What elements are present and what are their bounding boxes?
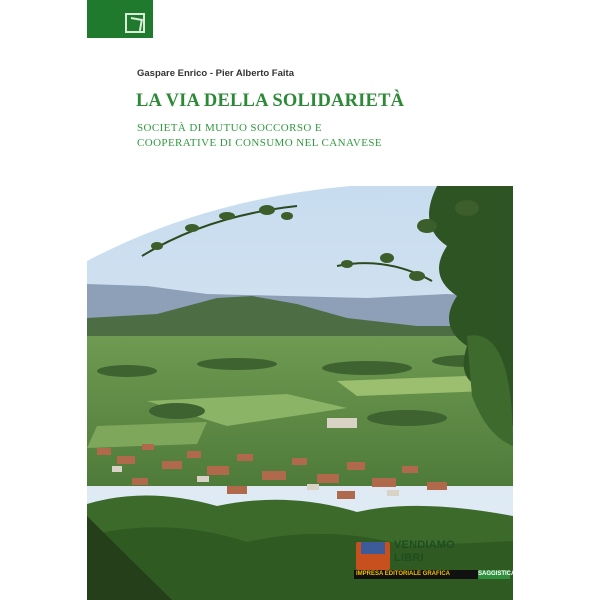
book-title: LA VIA DELLA SOLIDARIETÀ xyxy=(136,91,405,111)
logo-corner-icon xyxy=(125,13,145,33)
book-cover xyxy=(87,0,516,600)
subtitle-line-1: SOCIETÀ DI MUTUO SOCCORSO E xyxy=(137,122,322,134)
book-authors: Gaspare Enrico - Pier Alberto Faita xyxy=(137,68,294,79)
series-label: SAGGISTICA xyxy=(478,571,516,577)
subtitle-line-2: COOPERATIVE DI CONSUMO NEL CANAVESE xyxy=(137,137,383,149)
publisher-name-line-1: VENDIAMO xyxy=(394,539,455,551)
publisher-name-line-2: LIBRI xyxy=(394,552,424,564)
publisher-logo-icon xyxy=(356,542,390,570)
publisher-strip: IMPRESA EDITORIALE GRAFICA xyxy=(354,570,510,579)
publisher-badge xyxy=(354,537,516,587)
publisher-logo-box xyxy=(87,0,153,38)
book-subtitle xyxy=(137,121,382,151)
publisher-name xyxy=(394,539,455,565)
